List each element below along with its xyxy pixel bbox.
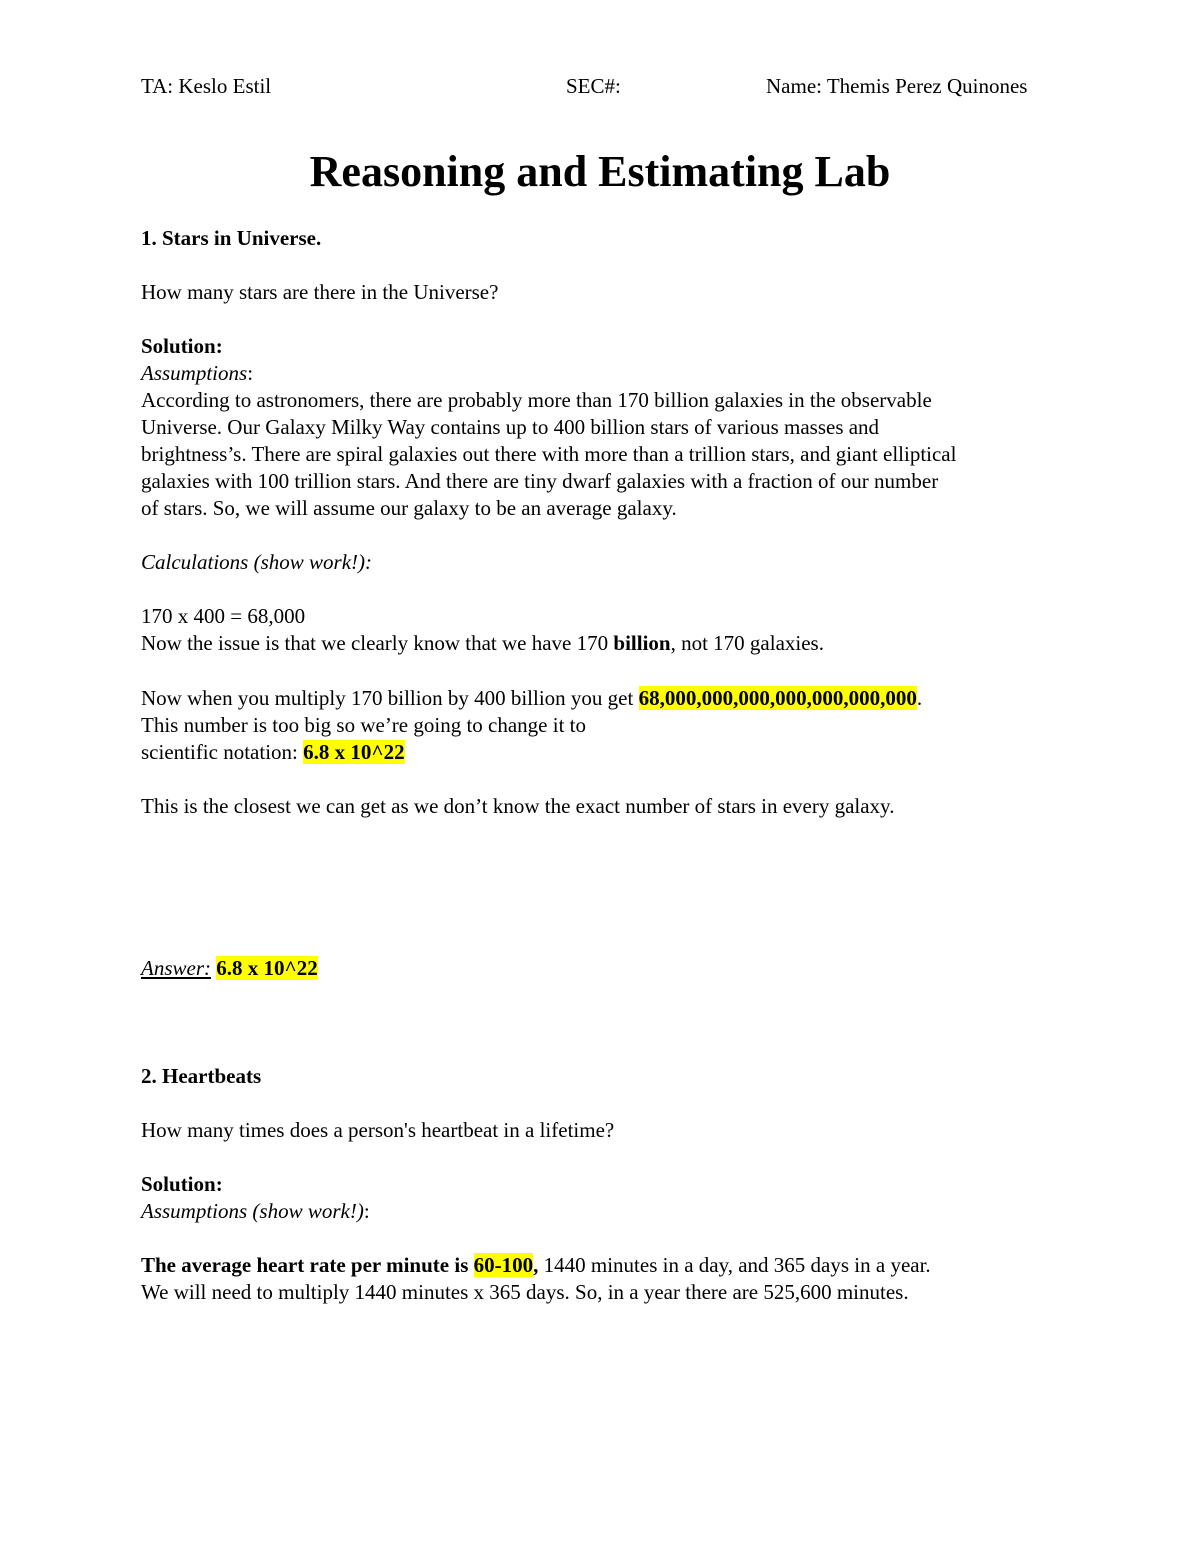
- q1-multiply-post: .: [916, 686, 923, 710]
- q1-multiply-line: [141, 684, 922, 712]
- q2-rate-post: 1440 minutes in a day, and 365 days in a year.: [538, 1253, 931, 1277]
- q2-assumptions-text: Assumptions (show work!): [141, 1199, 364, 1223]
- q1-assumption-line-3: brightness’s. There are spiral galaxies out there with more than a trillion stars, and giant elliptical: [141, 442, 957, 466]
- q1-calc-line: 170 x 400 = 68,000: [141, 604, 306, 628]
- q2-rate-value: 60-100: [473, 1253, 534, 1277]
- q1-heading: 1. Stars in Universe.: [141, 226, 322, 250]
- q1-assumptions-text: Assumptions: [141, 361, 248, 385]
- q1-multiply-pre: Now when you multiply 170 billion by 400 billion you get: [141, 686, 639, 710]
- student-name: Name: Themis Perez Quinones: [766, 74, 1028, 98]
- section-number: SEC#:: [566, 74, 621, 98]
- ta-name: TA: Keslo Estil: [141, 74, 272, 98]
- q1-assumptions-colon: :: [247, 361, 254, 385]
- q2-heading: 2. Heartbeats: [141, 1064, 262, 1088]
- q1-assumption-line-4: galaxies with 100 trillion stars. And there are tiny dwarf galaxies with a fraction of our number: [141, 469, 939, 493]
- q1-question: How many stars are there in the Universe?: [141, 280, 499, 304]
- q2-question: How many times does a person's heartbeat in a lifetime?: [141, 1118, 615, 1142]
- q1-issue-line: [141, 629, 824, 657]
- q1-assumption-line-2: Universe. Our Galaxy Milky Way contains up to 400 billion stars of various masses and: [141, 415, 880, 439]
- q1-issue-bold: billion: [613, 631, 671, 655]
- q1-sci-pre: scientific notation:: [141, 740, 304, 764]
- q2-rate-line: [141, 1251, 931, 1279]
- page-title: Reasoning and Estimating Lab: [309, 147, 891, 196]
- q2-solution-label: Solution:: [141, 1172, 223, 1196]
- q1-closest-line: This is the closest we can get as we don’t know the exact number of stars in every galaxy.: [141, 794, 895, 818]
- q2-multiply-line: We will need to multiply 1440 minutes x 365 days. So, in a year there are 525,600 minutes.: [141, 1280, 909, 1304]
- q1-assumption-line-1: According to astronomers, there are probably more than 170 billion galaxies in the observable: [141, 388, 932, 412]
- q1-calculations-label: Calculations (show work!):: [141, 550, 372, 574]
- q2-rate-bold: The average heart rate per minute is: [141, 1253, 474, 1277]
- q1-issue-post: , not 170 galaxies.: [670, 631, 824, 655]
- q2-assumptions-colon: :: [363, 1199, 370, 1223]
- q1-sci-value: 6.8 x 10^22: [303, 740, 405, 764]
- q1-assumption-line-5: of stars. So, we will assume our galaxy to be an average galaxy.: [141, 496, 677, 520]
- q1-answer-value: 6.8 x 10^22: [216, 956, 318, 980]
- q1-multiply-value: 68,000,000,000,000,000,000,000: [638, 686, 917, 710]
- q1-solution-label: Solution:: [141, 334, 223, 358]
- q2-rate-comma: ,: [533, 1253, 539, 1277]
- q1-big-number-line: This number is too big so we’re going to change it to: [141, 713, 587, 737]
- q1-assumptions-label: [141, 359, 253, 387]
- q1-answer-label: Answer:: [141, 956, 211, 980]
- q2-assumptions-label: [141, 1197, 370, 1225]
- q1-issue-pre: Now the issue is that we clearly know that we have 170: [141, 631, 614, 655]
- q1-scientific-line: [141, 738, 405, 766]
- q1-answer-line: [141, 954, 318, 982]
